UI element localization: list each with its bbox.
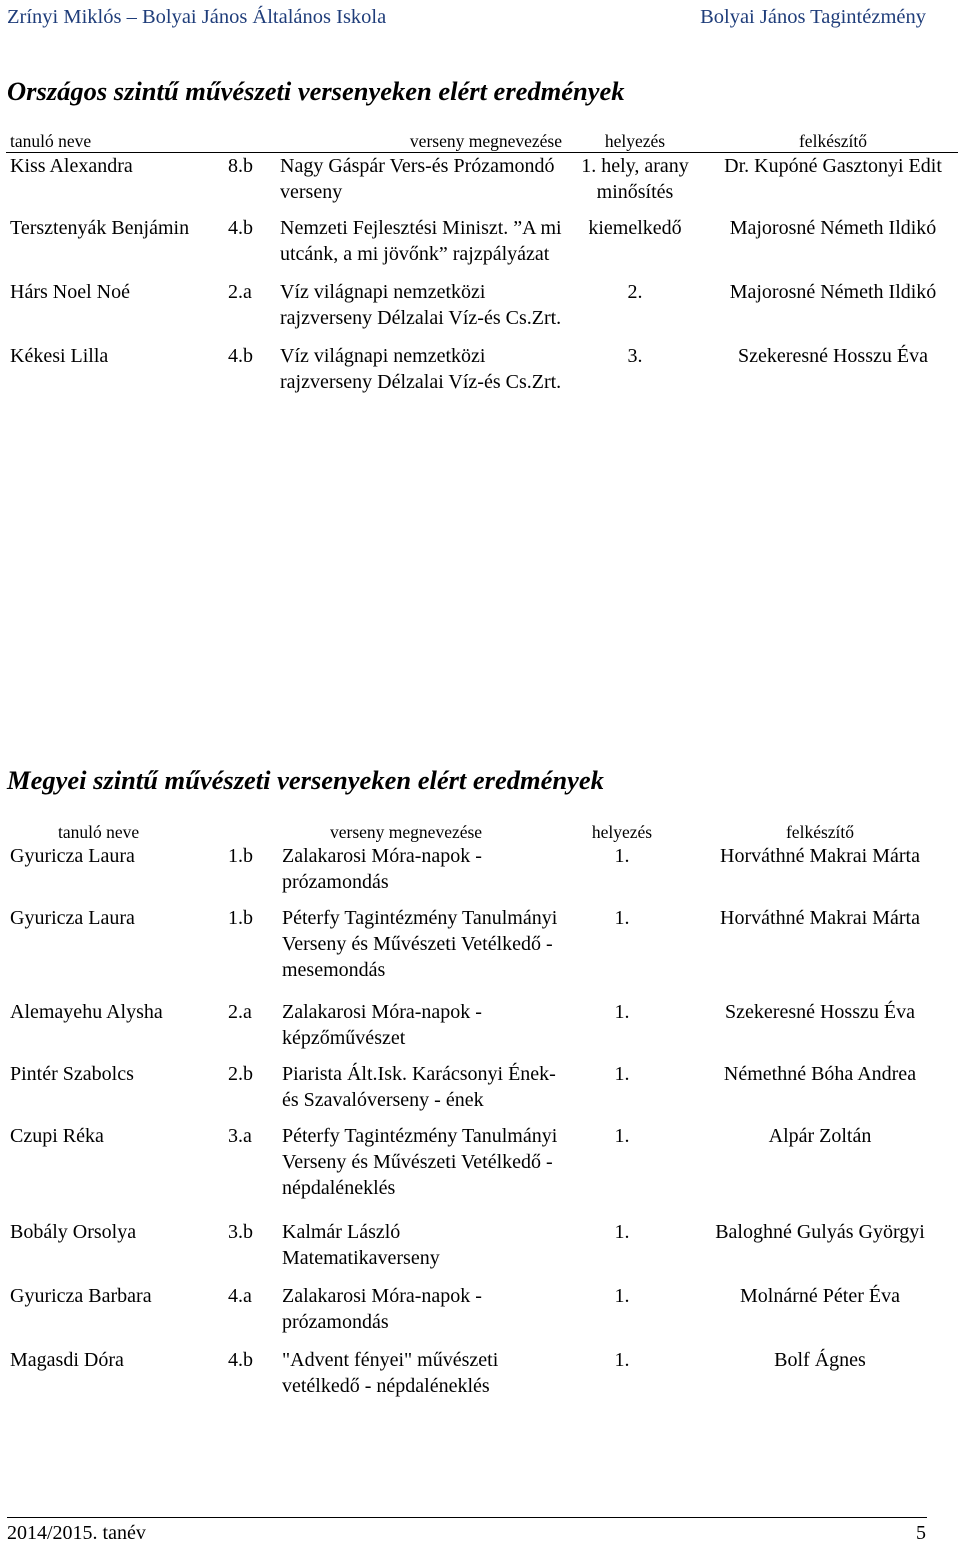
coach-name: Molnárné Péter Éva: [740, 1285, 900, 1307]
placement: 1.: [614, 1125, 630, 1147]
footer-divider: [7, 1517, 927, 1518]
student-name: Gyuricza Laura: [10, 907, 135, 929]
coach-name: Majorosné Németh Ildikó: [729, 217, 937, 239]
student-name: Czupi Réka: [10, 1125, 104, 1147]
competition-name: Zalakarosi Móra-napok - prózamondás: [282, 845, 482, 893]
national-section-title: Országos szintű művészeti versenyeken elért eredmények: [7, 76, 625, 106]
competition-name: Víz világnapi nemzetközi rajzverseny Délzalai Víz-és Cs.Zrt.: [280, 281, 562, 329]
competition-name: Péterfy Tagintézmény Tanulmányi Verseny és Művészeti Vetélkedő - mesemondás: [282, 907, 558, 981]
competition-name: Nagy Gáspár Vers-és Prózamondó verseny: [280, 155, 555, 203]
student-class: 1.b: [228, 907, 253, 929]
competition-name: Zalakarosi Móra-napok - képzőművészet: [282, 1001, 482, 1049]
student-name: Magasdi Dóra: [10, 1349, 124, 1371]
table-row: [6, 343, 958, 405]
coach-name: Dr. Kupóné Gasztonyi Edit: [724, 155, 942, 177]
placement: 1.: [614, 845, 630, 867]
table-header-row: [6, 131, 958, 153]
table-row: [6, 999, 958, 1061]
student-class: 4.b: [228, 217, 253, 239]
placement: 1.: [614, 1063, 630, 1085]
column-header-place: helyezés: [591, 822, 653, 842]
table-row: [6, 279, 958, 343]
table-row: [6, 1219, 958, 1283]
placement: 1. hely, arany minősítés: [581, 155, 689, 203]
column-header-coach: felkészítő: [785, 822, 855, 842]
placement: 1.: [614, 1349, 630, 1371]
placement: 1.: [614, 1285, 630, 1307]
regional-section-title: Megyei szintű művészeti versenyeken elért eredmények: [7, 765, 604, 795]
page-header: [7, 6, 926, 32]
placement: 3.: [627, 345, 643, 367]
student-class: 2.a: [228, 1001, 252, 1023]
placement: 1.: [614, 907, 630, 929]
student-name: Alemayehu Alysha: [10, 1001, 163, 1023]
page-number: 5: [916, 1522, 926, 1544]
student-name: Gyuricza Laura: [10, 845, 135, 867]
table-header-row: [6, 822, 958, 843]
column-header-competition: verseny megnevezése: [280, 131, 562, 153]
column-header-name: tanuló neve: [6, 131, 280, 153]
table-row: [6, 1283, 958, 1347]
placement: kiemelkedő: [588, 217, 682, 239]
student-class: 3.b: [228, 1221, 253, 1243]
student-class: 8.b: [228, 155, 253, 177]
header-unit-name: Bolyai János Tagintézmény: [700, 6, 926, 28]
column-header-competition: verseny megnevezése: [330, 822, 483, 842]
coach-name: Szekeresné Hosszu Éva: [738, 345, 928, 367]
coach-name: Majorosné Németh Ildikó: [729, 281, 937, 303]
coach-name: Horváthné Makrai Márta: [720, 907, 920, 929]
header-school-name: Zrínyi Miklós – Bolyai János Általános Iskola: [7, 6, 387, 28]
student-class: 4.b: [228, 345, 253, 367]
student-class: 3.a: [228, 1125, 252, 1147]
student-name: Kékesi Lilla: [10, 345, 109, 367]
coach-name: Alpár Zoltán: [768, 1125, 872, 1147]
student-class: 2.b: [228, 1063, 253, 1085]
student-name: Kiss Alexandra: [10, 155, 133, 177]
table-row: [6, 153, 958, 216]
table-row: [6, 215, 958, 279]
coach-name: Szekeresné Hosszu Éva: [725, 1001, 915, 1023]
column-header-name: tanuló neve: [58, 822, 140, 842]
footer-school-year: 2014/2015. tanév: [7, 1522, 146, 1544]
competition-name: Víz világnapi nemzetközi rajzverseny Délzalai Víz-és Cs.Zrt.: [280, 345, 562, 393]
regional-results-table: [6, 822, 958, 1399]
student-class: 1.b: [228, 845, 253, 867]
student-name: Pintér Szabolcs: [10, 1063, 134, 1085]
table-row: [6, 843, 958, 905]
competition-name: Kalmár László Matematikaverseny: [282, 1221, 440, 1269]
student-class: 2.a: [228, 281, 252, 303]
column-header-coach: felkészítő: [708, 131, 958, 153]
student-name: Tersztenyák Benjámin: [10, 217, 190, 239]
coach-name: Horváthné Makrai Márta: [720, 845, 920, 867]
student-name: Bobály Orsolya: [10, 1221, 137, 1243]
placement: 2.: [627, 281, 643, 303]
competition-name: "Advent fényei" művészeti vetélkedő - népdaléneklés: [282, 1349, 499, 1397]
table-row: [6, 1347, 958, 1399]
table-row: [6, 1061, 958, 1123]
table-row: [6, 1123, 958, 1219]
placement: 1.: [614, 1001, 630, 1023]
student-class: 4.a: [228, 1285, 252, 1307]
student-name: Gyuricza Barbara: [10, 1285, 152, 1307]
student-name: Hárs Noel Noé: [10, 281, 130, 303]
placement: 1.: [614, 1221, 630, 1243]
coach-name: Némethné Bóha Andrea: [723, 1063, 917, 1085]
coach-name: Bolf Ágnes: [774, 1349, 866, 1371]
table-row: [6, 905, 958, 999]
student-class: 4.b: [228, 1349, 253, 1371]
competition-name: Péterfy Tagintézmény Tanulmányi Verseny és Művészeti Vetélkedő - népdaléneklés: [282, 1125, 558, 1199]
column-header-place: helyezés: [562, 131, 708, 153]
competition-name: Zalakarosi Móra-napok - prózamondás: [282, 1285, 482, 1333]
competition-name: Nemzeti Fejlesztési Miniszt. ”A mi utcánk, a mi jövőnk” rajzpályázat: [280, 217, 562, 265]
competition-name: Piarista Ált.Isk. Karácsonyi Ének- és Szavalóverseny - ének: [282, 1063, 556, 1111]
coach-name: Baloghné Gulyás Györgyi: [715, 1221, 925, 1243]
national-results-table: [6, 131, 958, 405]
